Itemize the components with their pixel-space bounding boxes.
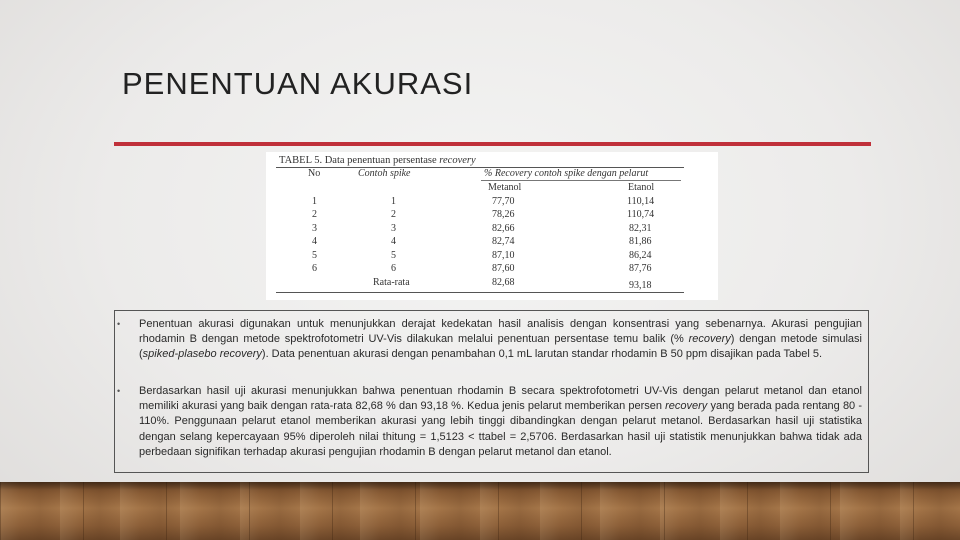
bullet-icon: • <box>117 319 121 329</box>
cell-methanol: 82,74 <box>492 236 515 247</box>
header-divider <box>481 180 681 181</box>
header-no: No <box>308 168 321 179</box>
table-row <box>266 209 718 222</box>
cell-no: 3 <box>312 223 317 234</box>
bullet-text <box>139 317 862 363</box>
bullet-text-italic: recovery <box>688 333 731 346</box>
header-recovery: % Recovery contoh spike dengan pelarut <box>484 168 649 179</box>
table-caption-italic: recovery <box>439 155 476 166</box>
cell-methanol: 87,60 <box>492 263 515 274</box>
header-methanol: Metanol <box>488 182 522 193</box>
cell-methanol: 87,10 <box>492 250 515 261</box>
table-caption-text: TABEL 5. Data penentuan persentase <box>279 155 440 166</box>
cell-sample: 4 <box>391 236 396 247</box>
bullet-text-part: ) dengan metode simulasi ( <box>139 333 862 361</box>
table-row-average <box>266 277 718 290</box>
cell-no: 4 <box>312 236 317 247</box>
bullet-text-part: Penentuan akurasi digunakan untuk menunjukkan derajat kedekatan hasil analisis dengan konsentrasi yang sebenarnya. Akurasi pengujian rhodamin B dengan metode spektrofotometri UV-Vis dilakukan melalui penentuan persentase temu balik (% <box>139 318 862 346</box>
table-row <box>266 236 718 249</box>
cell-no: 2 <box>312 209 317 220</box>
cell-average-ethanol: 93,18 <box>629 280 652 291</box>
cell-sample: 5 <box>391 250 396 261</box>
table-caption <box>279 155 476 166</box>
cell-ethanol: 81,86 <box>629 236 652 247</box>
cell-methanol: 82,66 <box>492 223 515 234</box>
table-bottom-line <box>276 292 684 293</box>
content-text-box <box>114 310 869 473</box>
header-sample: Contoh spike <box>358 168 411 179</box>
header-ethanol: Etanol <box>628 182 655 193</box>
cell-methanol: 77,70 <box>492 196 515 207</box>
bullet-text-part: yang berada pada rentang 80 - 110%. Penggunaan pelarut etanol memberikan akurasi yang lebih tinggi dibandingkan dengan pelarut metanol. Berdasarkan hasil uji statistika dengan selang kepercayaan 95% diperoleh nilai thitung = 1,5123 < ttabel = 2,5706. Berdasarkan hasil uji statistik menunjukkan bahwa tidak ada perbedaan signifikan terhadap akurasi pengujian rhodamin B dengan pelarut metanol dan etanol. <box>139 400 862 458</box>
cell-ethanol: 82,31 <box>629 223 652 234</box>
cell-average-methanol: 82,68 <box>492 277 515 288</box>
cell-ethanol: 87,76 <box>629 263 652 274</box>
bullet-text-italic: recovery <box>665 400 708 413</box>
cell-methanol: 78,26 <box>492 209 515 220</box>
wood-floor-decoration <box>0 482 960 540</box>
cell-no: 5 <box>312 250 317 261</box>
bullet-text-italic: spiked-plasebo recovery <box>142 348 262 361</box>
cell-ethanol: 110,14 <box>627 196 655 207</box>
cell-average-label: Rata-rata <box>373 277 410 288</box>
cell-no: 6 <box>312 263 317 274</box>
title-accent-rule <box>114 142 871 146</box>
cell-ethanol: 86,24 <box>629 250 652 261</box>
recovery-table-image <box>266 152 718 300</box>
table-row <box>266 196 718 209</box>
table-row <box>266 250 718 263</box>
cell-no: 1 <box>312 196 317 207</box>
table-row <box>266 223 718 236</box>
cell-sample: 6 <box>391 263 396 274</box>
cell-ethanol: 110,74 <box>627 209 655 220</box>
bullet-text <box>139 384 862 460</box>
bullet-text-part: Berdasarkan hasil uji akurasi menunjukkan bahwa penentuan rhodamin B secara spektrofotometri UV-Vis dengan pelarut metanol dan etanol memiliki akurasi yang baik dengan rata-rata 82,68 % dan 93,18 %. Kedua jenis pelarut memberikan persen <box>139 385 862 413</box>
slide-title: PENENTUAN AKURASI <box>122 66 474 101</box>
table-row <box>266 263 718 276</box>
cell-sample: 1 <box>391 196 396 207</box>
cell-sample: 2 <box>391 209 396 220</box>
cell-sample: 3 <box>391 223 396 234</box>
bullet-icon: • <box>117 386 121 396</box>
bullet-text-part: ). Data penentuan akurasi dengan penambahan 0,1 mL larutan standar rhodamin B 50 ppm disajikan pada Tabel 5. <box>261 348 823 361</box>
